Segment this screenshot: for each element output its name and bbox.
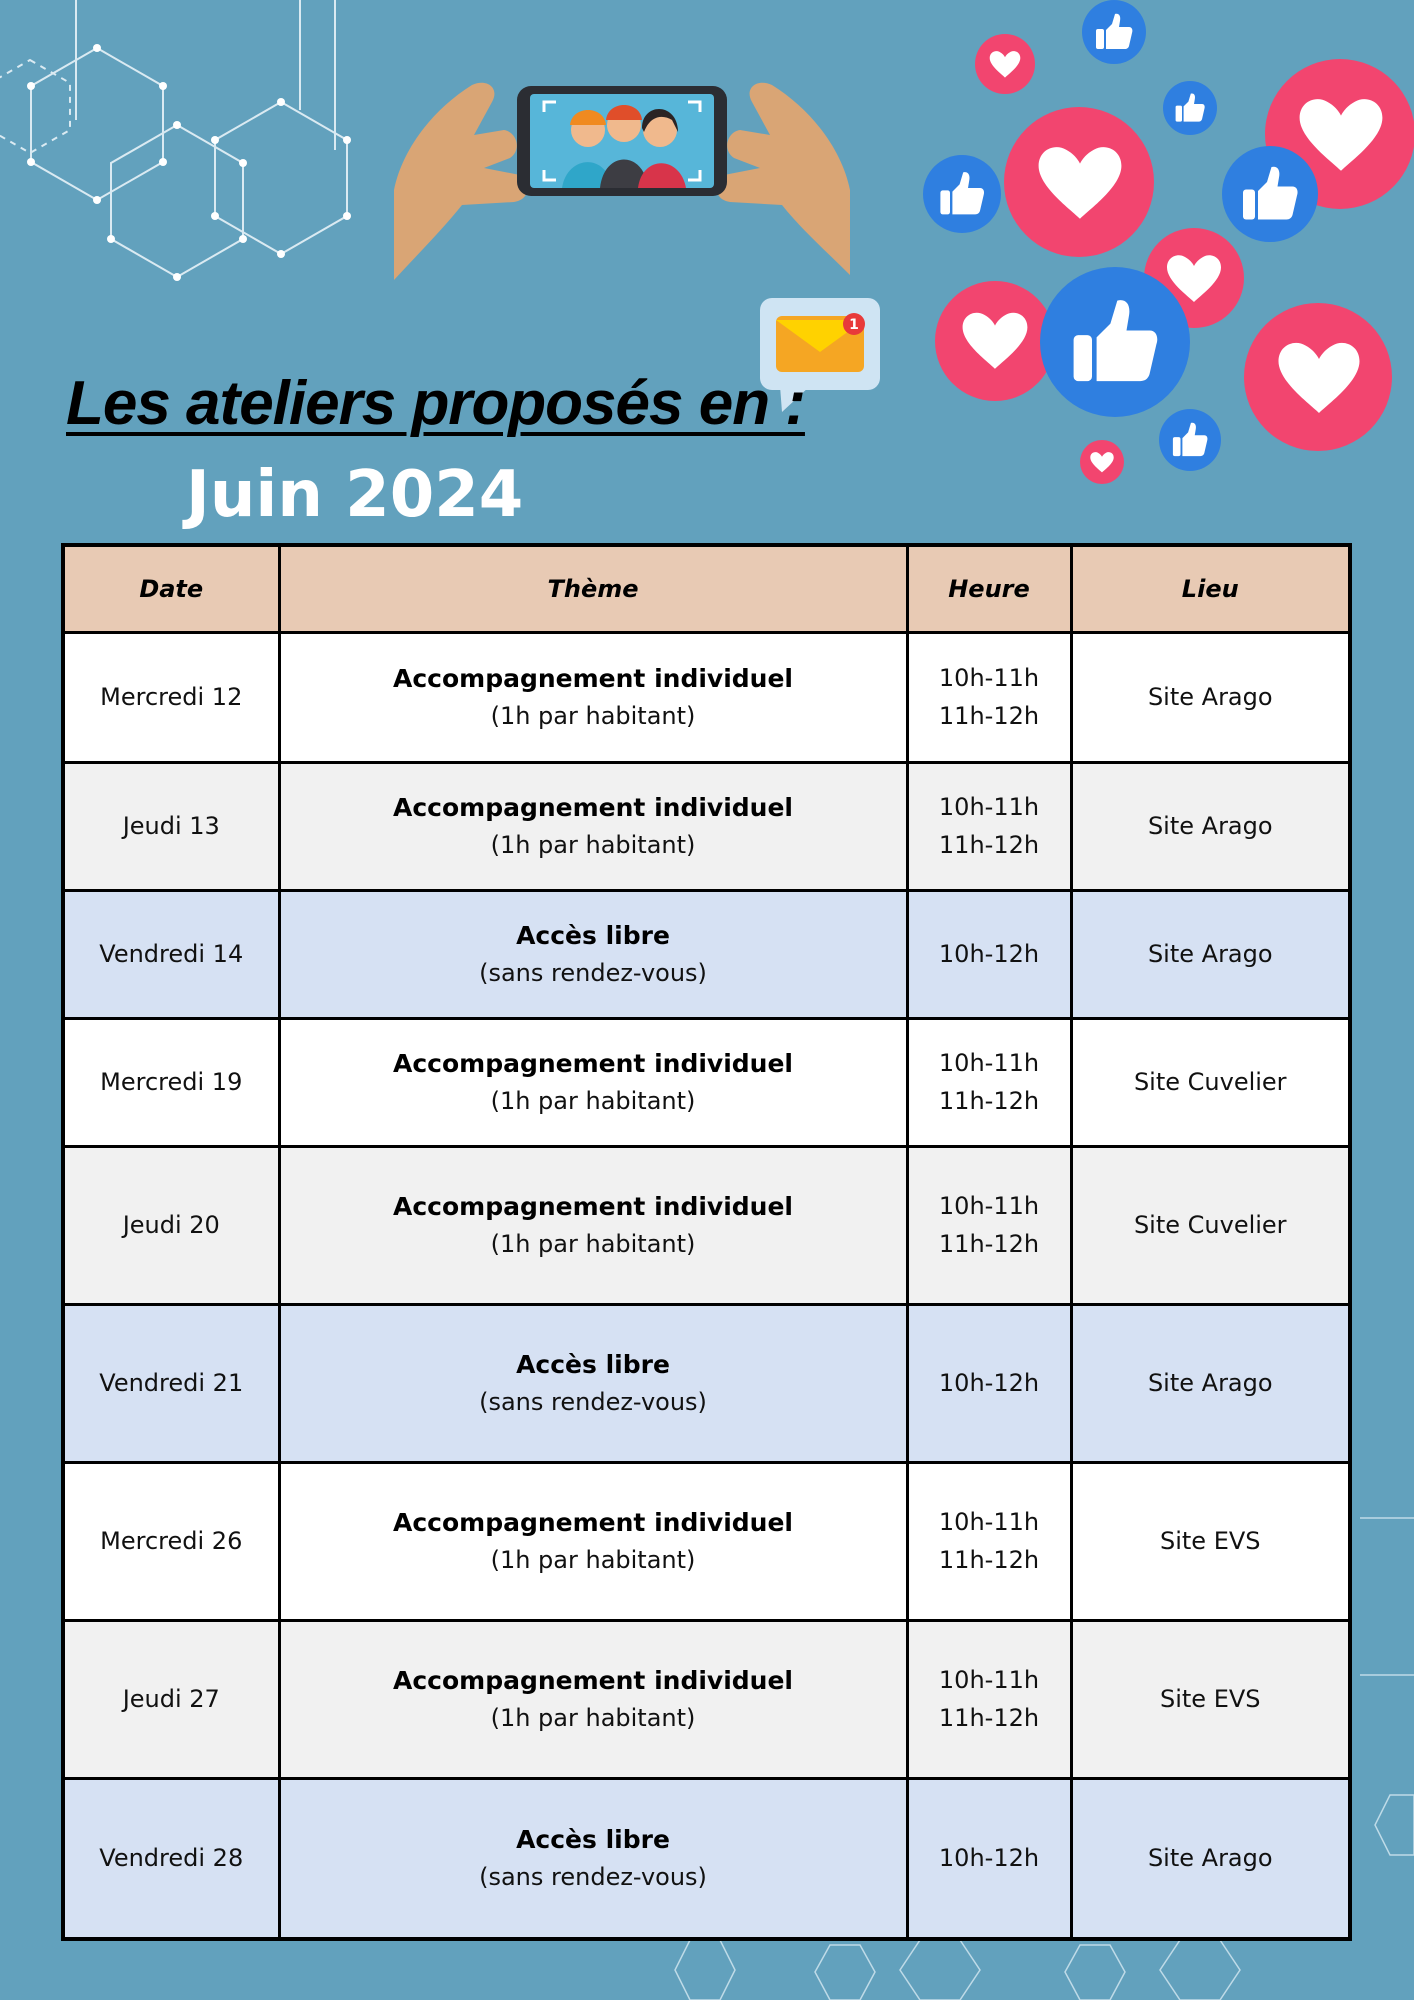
row-theme <box>279 763 907 891</box>
hour-slot: 11h-12h <box>938 1086 1040 1115</box>
header-date: Date <box>63 545 279 633</box>
theme-title: Accompagnement individuel <box>393 1191 793 1221</box>
table-row <box>63 1019 1350 1147</box>
row-theme <box>279 1621 907 1779</box>
header-hour: Heure <box>907 545 1071 633</box>
hour-slot: 10h-11h <box>938 664 1040 693</box>
theme-title: Accès libre <box>516 920 670 950</box>
hour-slot: 10h-11h <box>938 1508 1040 1537</box>
row-date: Jeudi 20 <box>63 1147 279 1305</box>
theme-title: Accès libre <box>516 1349 670 1379</box>
row-place: Site Cuvelier <box>1071 1019 1350 1147</box>
table-row <box>63 1463 1350 1621</box>
row-date: Mercredi 19 <box>63 1019 279 1147</box>
theme-note: (1h par habitant) <box>490 1087 696 1116</box>
hour-slot: 11h-12h <box>938 1545 1040 1574</box>
row-theme <box>279 1463 907 1621</box>
row-theme <box>279 1147 907 1305</box>
smartphone-selfie-icon <box>392 40 852 285</box>
table-row <box>63 1147 1350 1305</box>
table-row <box>63 763 1350 891</box>
row-date: Vendredi 28 <box>63 1779 279 1940</box>
hour-slot: 10h-11h <box>938 1666 1040 1695</box>
svg-text:1: 1 <box>849 317 859 333</box>
theme-note: (sans rendez-vous) <box>479 1388 707 1417</box>
hour-slot: 10h-12h <box>938 1368 1040 1397</box>
row-theme <box>279 1779 907 1940</box>
row-place: Site EVS <box>1071 1463 1350 1621</box>
table-row <box>63 1621 1350 1779</box>
row-date: Mercredi 26 <box>63 1463 279 1621</box>
row-place: Site Arago <box>1071 1779 1350 1940</box>
table-header-row <box>63 545 1350 633</box>
hour-slot: 10h-12h <box>938 939 1040 968</box>
theme-title: Accompagnement individuel <box>393 663 793 693</box>
theme-title: Accompagnement individuel <box>393 1665 793 1695</box>
theme-note: (sans rendez-vous) <box>479 1863 707 1892</box>
hour-slot: 10h-11h <box>938 1192 1040 1221</box>
schedule-table <box>61 543 1352 1941</box>
theme-note: (1h par habitant) <box>490 1230 696 1259</box>
row-hours <box>907 1621 1071 1779</box>
row-date: Vendredi 14 <box>63 891 279 1019</box>
row-hours <box>907 891 1071 1019</box>
row-theme <box>279 1019 907 1147</box>
page-title: Les ateliers proposés en : <box>66 369 805 438</box>
row-theme <box>279 891 907 1019</box>
hour-slot: 11h-12h <box>938 1703 1040 1732</box>
theme-title: Accompagnement individuel <box>393 792 793 822</box>
table-row <box>63 1305 1350 1463</box>
theme-note: (1h par habitant) <box>490 702 696 731</box>
theme-note: (sans rendez-vous) <box>479 959 707 988</box>
row-hours <box>907 1019 1071 1147</box>
row-place: Site Cuvelier <box>1071 1147 1350 1305</box>
table-row <box>63 891 1350 1019</box>
row-place: Site EVS <box>1071 1621 1350 1779</box>
row-place: Site Arago <box>1071 1305 1350 1463</box>
header-theme: Thème <box>279 545 907 633</box>
table-row <box>63 633 1350 763</box>
hexagon-network-icon <box>1360 1500 1414 1900</box>
row-theme <box>279 633 907 763</box>
row-date: Mercredi 12 <box>63 633 279 763</box>
row-hours <box>907 763 1071 891</box>
row-theme <box>279 1305 907 1463</box>
row-place: Site Arago <box>1071 633 1350 763</box>
hexagon-network-icon <box>0 0 360 290</box>
row-hours <box>907 633 1071 763</box>
row-hours <box>907 1463 1071 1621</box>
row-date: Vendredi 21 <box>63 1305 279 1463</box>
hour-slot: 11h-12h <box>938 701 1040 730</box>
row-date: Jeudi 27 <box>63 1621 279 1779</box>
hour-slot: 10h-11h <box>938 1049 1040 1078</box>
hour-slot: 11h-12h <box>938 1229 1040 1258</box>
header-place: Lieu <box>1071 545 1350 633</box>
theme-title: Accompagnement individuel <box>393 1048 793 1078</box>
theme-note: (1h par habitant) <box>490 1546 696 1575</box>
table-row <box>63 1779 1350 1940</box>
row-hours <box>907 1305 1071 1463</box>
hexagon-network-icon <box>660 1940 1280 2000</box>
page-subtitle: Juin 2024 <box>186 458 524 532</box>
heart-icon <box>920 0 1414 500</box>
theme-note: (1h par habitant) <box>490 1704 696 1733</box>
row-date: Jeudi 13 <box>63 763 279 891</box>
theme-note: (1h par habitant) <box>490 831 696 860</box>
hour-slot: 10h-12h <box>938 1843 1040 1872</box>
row-hours <box>907 1779 1071 1940</box>
hour-slot: 11h-12h <box>938 830 1040 859</box>
theme-title: Accompagnement individuel <box>393 1507 793 1537</box>
row-place: Site Arago <box>1071 763 1350 891</box>
hour-slot: 10h-11h <box>938 793 1040 822</box>
row-place: Site Arago <box>1071 891 1350 1019</box>
theme-title: Accès libre <box>516 1824 670 1854</box>
row-hours <box>907 1147 1071 1305</box>
